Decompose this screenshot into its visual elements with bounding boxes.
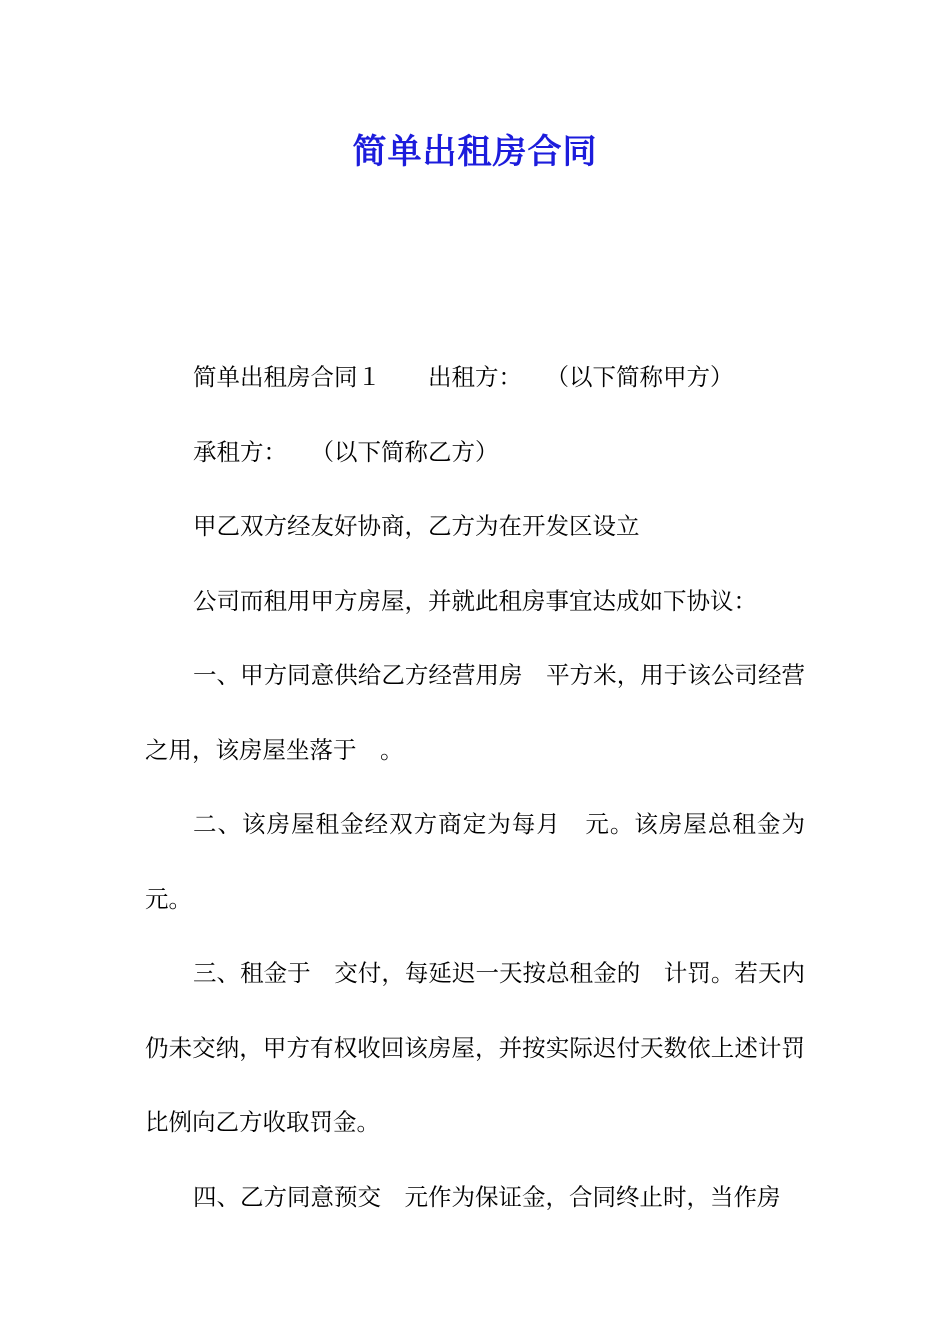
paragraph-clause-1: 一、甲方同意供给乙方经营用房 平方米，用于该公司经营之用，该房屋坐落于 。 (145, 661, 805, 764)
document-title: 简单出租房合同 (352, 132, 598, 172)
paragraph-agreement: 公司而租用甲方房屋，并就此租房事宜达成如下协议： (193, 586, 757, 615)
paragraph-intro: 甲乙双方经友好协商，乙方为在开发区设立 (193, 512, 640, 540)
paragraph-header: 简单出租房合同１ 出租方： （以下简称甲方） (193, 363, 734, 391)
paragraph-clause-2: 二、该房屋租金经双方商定为每月 元。该房屋总租金为元。 (145, 810, 805, 913)
paragraph-clause-4: 四、乙方同意预交 元作为保证金，合同终止时，当作房 (193, 1182, 781, 1211)
paragraph-lessee: 承租方： （以下简称乙方） (193, 437, 499, 466)
document-body (145, 340, 805, 1234)
paragraph-clause-3: 三、租金于 交付，每延迟一天按总租金的 计罚。若天内仍未交纳，甲方有权收回该房屋，并按实际迟付天数依上述计罚比例向乙方收取罚金。 (145, 959, 805, 1136)
